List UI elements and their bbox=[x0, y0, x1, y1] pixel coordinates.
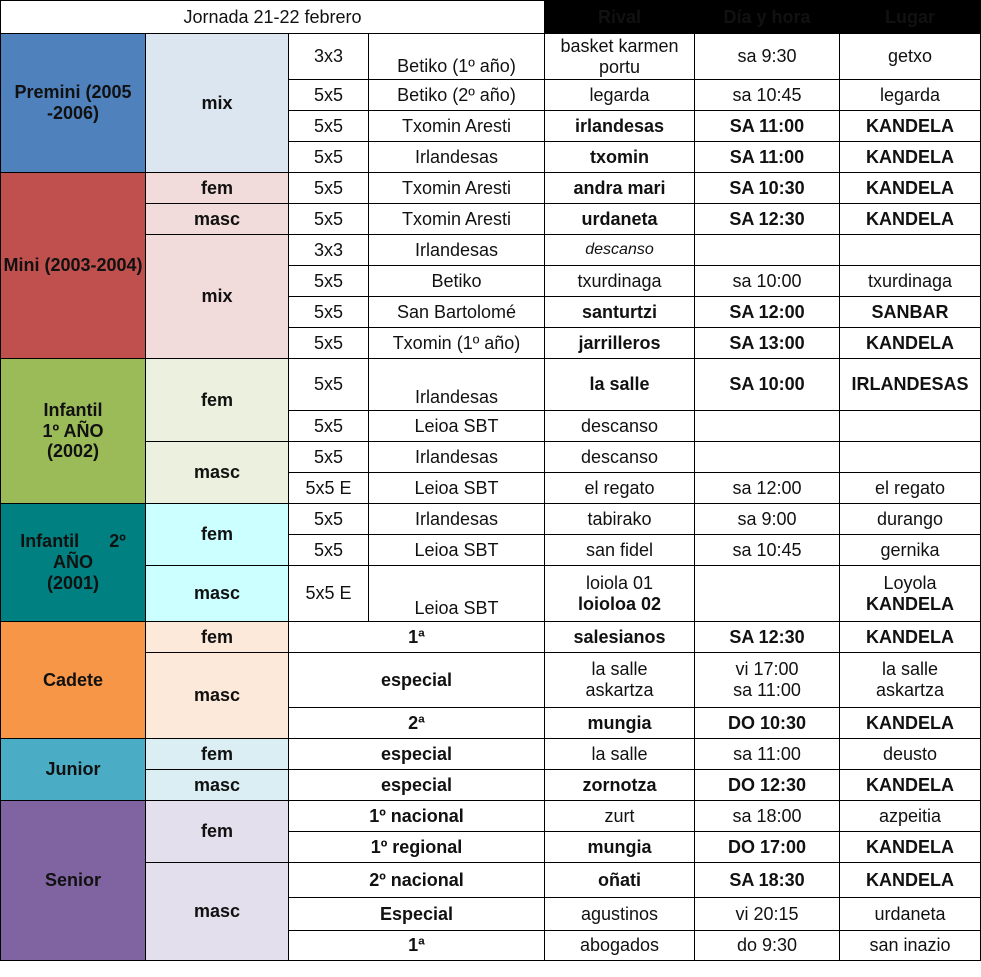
rival: andra mari bbox=[545, 173, 695, 204]
subgroup-mix: mix bbox=[146, 34, 289, 173]
category-line: Infantil bbox=[43, 399, 103, 420]
modality: 5x5 bbox=[289, 80, 369, 111]
modality: 3x3 bbox=[289, 235, 369, 266]
subgroup-masc: masc bbox=[146, 204, 289, 235]
team: Txomin (1º año) bbox=[369, 328, 545, 359]
rival-line: askartza bbox=[585, 680, 654, 700]
venue: san inazio bbox=[840, 931, 981, 961]
rival bbox=[545, 566, 695, 622]
day-time: SA 10:00 bbox=[695, 359, 840, 411]
table-row bbox=[1, 739, 981, 770]
team: Leioa SBT bbox=[369, 411, 545, 442]
team: Leioa SBT bbox=[369, 535, 545, 566]
day-time: SA 10:30 bbox=[695, 173, 840, 204]
level: especial bbox=[289, 739, 545, 770]
dia-header: Día y hora bbox=[695, 1, 840, 34]
team: Leioa SBT bbox=[369, 473, 545, 504]
rival: zurt bbox=[545, 801, 695, 832]
day-time: SA 12:30 bbox=[695, 622, 840, 653]
venue: KANDELA bbox=[840, 142, 981, 173]
category-senior: Senior bbox=[1, 801, 146, 961]
rival: descanso bbox=[545, 235, 695, 266]
venue-line: KANDELA bbox=[866, 593, 954, 614]
rival: la salle bbox=[545, 739, 695, 770]
rival-line: loioloa 02 bbox=[577, 593, 662, 614]
team: Irlandesas bbox=[369, 235, 545, 266]
day-time bbox=[695, 442, 840, 473]
modality: 5x5 bbox=[289, 204, 369, 235]
team: Irlandesas bbox=[369, 504, 545, 535]
category-line: AÑO bbox=[53, 552, 93, 573]
category-junior: Junior bbox=[1, 739, 146, 801]
table-row bbox=[1, 359, 981, 411]
venue bbox=[840, 442, 981, 473]
table-row bbox=[1, 235, 981, 266]
table-row bbox=[1, 566, 981, 622]
subgroup-masc: masc bbox=[146, 770, 289, 801]
venue bbox=[840, 411, 981, 442]
team: San Bartolomé bbox=[369, 297, 545, 328]
venue: KANDELA bbox=[840, 708, 981, 739]
table-row bbox=[1, 34, 981, 80]
day-time: sa 10:00 bbox=[695, 266, 840, 297]
level: 2º nacional bbox=[289, 863, 545, 898]
level: 1º regional bbox=[289, 832, 545, 863]
category-infantil-2 bbox=[1, 504, 146, 622]
venue: KANDELA bbox=[840, 832, 981, 863]
day-time: SA 11:00 bbox=[695, 142, 840, 173]
modality: 5x5 E bbox=[289, 566, 369, 622]
day-time: sa 10:45 bbox=[695, 80, 840, 111]
modality: 5x5 bbox=[289, 142, 369, 173]
rival: legarda bbox=[545, 80, 695, 111]
rival: san fidel bbox=[545, 535, 695, 566]
rival-line: la salle bbox=[591, 659, 648, 680]
category-premini: Premini (2005 -2006) bbox=[1, 34, 146, 173]
day-time bbox=[695, 235, 840, 266]
rival: tabirako bbox=[545, 504, 695, 535]
day-time bbox=[695, 411, 840, 442]
category-line: 1º AÑO bbox=[42, 420, 104, 441]
team: Leioa SBT bbox=[369, 566, 545, 622]
level: 1ª bbox=[289, 931, 545, 961]
modality: 5x5 bbox=[289, 504, 369, 535]
venue: KANDELA bbox=[840, 173, 981, 204]
modality: 5x5 bbox=[289, 266, 369, 297]
subgroup-fem: fem bbox=[146, 801, 289, 863]
rival: txurdinaga bbox=[545, 266, 695, 297]
day-time: do 9:30 bbox=[695, 931, 840, 961]
table-row bbox=[1, 770, 981, 801]
modality: 5x5 bbox=[289, 442, 369, 473]
team: Txomin Aresti bbox=[369, 111, 545, 142]
table-row bbox=[1, 173, 981, 204]
rival: jarrilleros bbox=[545, 328, 695, 359]
team: Irlandesas bbox=[369, 442, 545, 473]
category-line: 2º bbox=[109, 531, 126, 552]
venue: azpeitia bbox=[840, 801, 981, 832]
day-time: sa 10:45 bbox=[695, 535, 840, 566]
team: Irlandesas bbox=[369, 359, 545, 411]
modality: 5x5 bbox=[289, 328, 369, 359]
category-infantil-1 bbox=[1, 359, 146, 504]
day-time: vi 20:15 bbox=[695, 898, 840, 931]
modality: 5x5 E bbox=[289, 473, 369, 504]
venue: KANDELA bbox=[840, 622, 981, 653]
level: 2ª bbox=[289, 708, 545, 739]
lugar-header: Lugar bbox=[840, 1, 981, 34]
rival: zornotza bbox=[545, 770, 695, 801]
modality: 5x5 bbox=[289, 359, 369, 411]
venue: el regato bbox=[840, 473, 981, 504]
venue-line: la salle bbox=[881, 659, 939, 680]
modality: 5x5 bbox=[289, 297, 369, 328]
rival: urdaneta bbox=[545, 204, 695, 235]
subgroup-mix: mix bbox=[146, 235, 289, 359]
venue: getxo bbox=[840, 34, 981, 80]
rival: agustinos bbox=[545, 898, 695, 931]
category-line: (2001) bbox=[46, 572, 100, 593]
venue bbox=[840, 235, 981, 266]
table-row bbox=[1, 801, 981, 832]
subgroup-masc: masc bbox=[146, 566, 289, 622]
venue: KANDELA bbox=[840, 863, 981, 898]
venue: gernika bbox=[840, 535, 981, 566]
venue: txurdinaga bbox=[840, 266, 981, 297]
subgroup-fem: fem bbox=[146, 359, 289, 442]
day-time: SA 12:00 bbox=[695, 297, 840, 328]
day-time: DO 10:30 bbox=[695, 708, 840, 739]
subgroup-masc: masc bbox=[146, 653, 289, 739]
rival: oñati bbox=[545, 863, 695, 898]
venue: KANDELA bbox=[840, 328, 981, 359]
venue bbox=[840, 566, 981, 622]
team: Betiko (2º año) bbox=[369, 80, 545, 111]
rival-line: loiola 01 bbox=[585, 572, 654, 593]
rival bbox=[545, 653, 695, 708]
venue: legarda bbox=[840, 80, 981, 111]
venue: KANDELA bbox=[840, 111, 981, 142]
venue: KANDELA bbox=[840, 204, 981, 235]
modality: 5x5 bbox=[289, 535, 369, 566]
rival: el regato bbox=[545, 473, 695, 504]
category-cadete: Cadete bbox=[1, 622, 146, 739]
venue: KANDELA bbox=[840, 770, 981, 801]
modality: 5x5 bbox=[289, 111, 369, 142]
level: 1ª bbox=[289, 622, 545, 653]
venue: IRLANDESAS bbox=[840, 359, 981, 411]
jornada-title: Jornada 21-22 febrero bbox=[1, 1, 545, 34]
rival: salesianos bbox=[545, 622, 695, 653]
modality: 3x3 bbox=[289, 34, 369, 80]
header-row bbox=[1, 1, 981, 34]
rival: txomin bbox=[545, 142, 695, 173]
subgroup-fem: fem bbox=[146, 173, 289, 204]
day-time: sa 12:00 bbox=[695, 473, 840, 504]
venue: durango bbox=[840, 504, 981, 535]
rival: descanso bbox=[545, 442, 695, 473]
rival: mungia bbox=[545, 708, 695, 739]
rival: basket karmen portu bbox=[545, 34, 695, 80]
subgroup-fem: fem bbox=[146, 504, 289, 566]
modality: 5x5 bbox=[289, 173, 369, 204]
subgroup-fem: fem bbox=[146, 739, 289, 770]
rival: irlandesas bbox=[545, 111, 695, 142]
day-time bbox=[695, 566, 840, 622]
rival: descanso bbox=[545, 411, 695, 442]
venue-line: Loyola bbox=[883, 572, 937, 593]
level: Especial bbox=[289, 898, 545, 931]
venue: deusto bbox=[840, 739, 981, 770]
subgroup-masc: masc bbox=[146, 863, 289, 961]
table-row bbox=[1, 204, 981, 235]
day-time: SA 18:30 bbox=[695, 863, 840, 898]
day-time-line: sa 11:00 bbox=[733, 680, 801, 700]
team: Betiko (1º año) bbox=[369, 34, 545, 80]
day-time-line: vi 17:00 bbox=[735, 659, 799, 680]
table-row bbox=[1, 653, 981, 708]
day-time bbox=[695, 653, 840, 708]
team: Irlandesas bbox=[369, 142, 545, 173]
level: especial bbox=[289, 653, 545, 708]
venue: SANBAR bbox=[840, 297, 981, 328]
venue-line: askartza bbox=[875, 680, 945, 700]
table-row bbox=[1, 863, 981, 898]
table-row bbox=[1, 622, 981, 653]
rival: santurtzi bbox=[545, 297, 695, 328]
venue: urdaneta bbox=[840, 898, 981, 931]
category-mini: Mini (2003-2004) bbox=[1, 173, 146, 359]
table-row bbox=[1, 504, 981, 535]
team: Txomin Aresti bbox=[369, 204, 545, 235]
category-line: (2002) bbox=[46, 441, 100, 462]
team: Betiko bbox=[369, 266, 545, 297]
rival: mungia bbox=[545, 832, 695, 863]
venue bbox=[840, 653, 981, 708]
rival-header: Rival bbox=[545, 1, 695, 34]
day-time: sa 9:30 bbox=[695, 34, 840, 80]
level: especial bbox=[289, 770, 545, 801]
day-time: DO 12:30 bbox=[695, 770, 840, 801]
day-time: SA 13:00 bbox=[695, 328, 840, 359]
day-time: sa 11:00 bbox=[695, 739, 840, 770]
day-time: sa 9:00 bbox=[695, 504, 840, 535]
day-time: sa 18:00 bbox=[695, 801, 840, 832]
subgroup-fem: fem bbox=[146, 622, 289, 653]
table-row bbox=[1, 442, 981, 473]
day-time: SA 12:30 bbox=[695, 204, 840, 235]
level: 1º nacional bbox=[289, 801, 545, 832]
rival: la salle bbox=[545, 359, 695, 411]
rival: abogados bbox=[545, 931, 695, 961]
category-line: Infantil bbox=[20, 531, 80, 552]
subgroup-masc: masc bbox=[146, 442, 289, 504]
day-time: DO 17:00 bbox=[695, 832, 840, 863]
team: Txomin Aresti bbox=[369, 173, 545, 204]
modality: 5x5 bbox=[289, 411, 369, 442]
day-time: SA 11:00 bbox=[695, 111, 840, 142]
